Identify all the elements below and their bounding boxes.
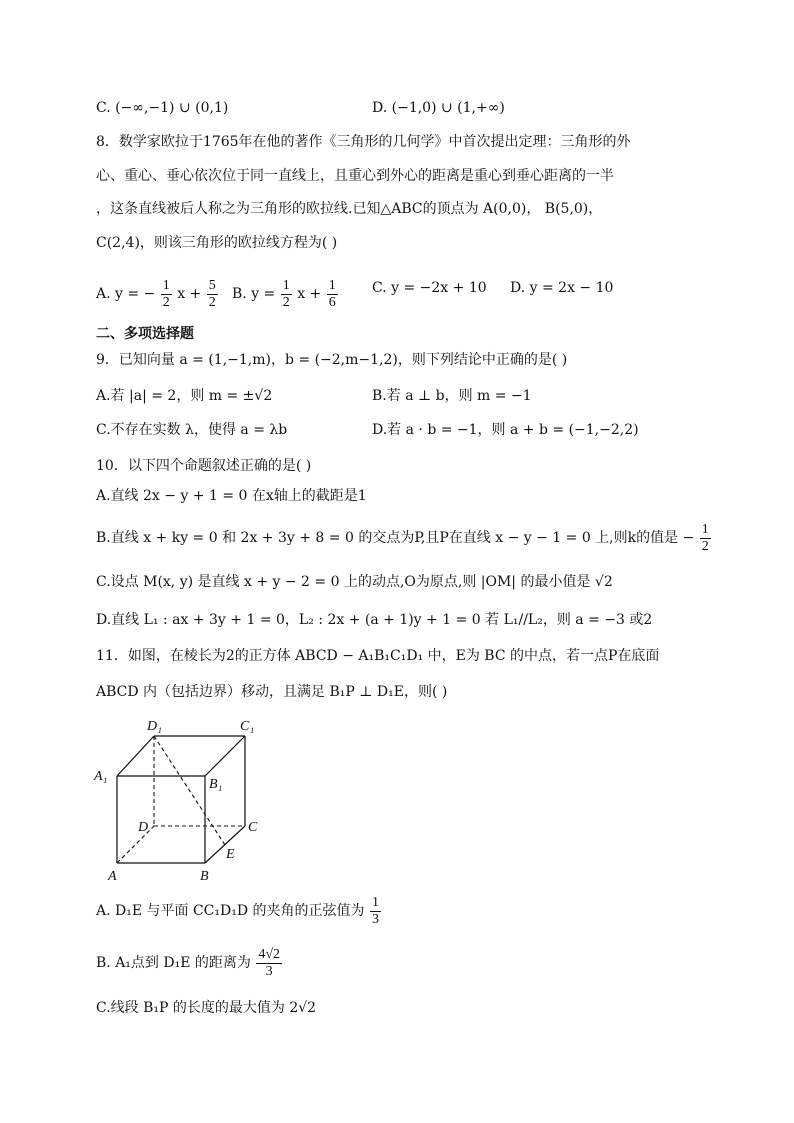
label-b1: B₁ <box>209 777 223 792</box>
q11-stem-line1: 11．如图，在棱长为2的正方体 ABCD − A₁B₁C₁D₁ 中，E为 BC 的中点，若一点P在底面 <box>96 648 660 664</box>
q9-option-c: C.不存在实数 λ，使得 a = λb <box>96 422 288 438</box>
q9-option-a: A.若 |a| = 2，则 m = ±√2 <box>96 388 273 404</box>
label-a: A <box>108 869 117 884</box>
q10-option-b: B.直线 x + ky = 0 和 2x + 3y + 8 = 0 的交点为P,且P在直线 x − y − 1 = 0 上,则k的值是 − $\frac{1}{2}$ <box>96 521 709 554</box>
q8-stem-line3: ，这条直线被后人称之为三角形的欧拉线.已知△ABC的顶点为 A(0,0)， B(5,0)， <box>96 201 603 217</box>
q10-option-a: A.直线 2x − y + 1 = 0 在x轴上的截距是1 <box>96 488 367 504</box>
q11-option-a: A. D₁E 与平面 CC₁D₁D 的夹角的正弦值为 $\frac{1}{3}$ <box>96 894 379 927</box>
q8-option-d: D. y = 2x − 10 <box>510 280 614 296</box>
q11-option-b: B. A₁点到 D₁E 的距离为 $\frac{4√2}{3}$ <box>96 946 281 979</box>
q9-option-d: D.若 a · b = −1，则 a + b = (−1,−2,2) <box>372 422 639 438</box>
label-c: C <box>248 820 258 835</box>
q9-option-b: B.若 a ⊥ b，则 m = −1 <box>372 388 532 404</box>
q7-option-d: D. (−1,0) ∪ (1,+∞) <box>372 100 505 116</box>
q10-stem: 10．以下四个命题叙述正确的是( ) <box>96 458 312 474</box>
q10-option-c: C.设点 M(x, y) 是直线 x + y − 2 = 0 上的动点,O为原点,则 |OM| 的最小值是 √2 <box>96 574 613 590</box>
label-a1: A₁ <box>94 769 108 784</box>
label-e: E <box>226 847 235 862</box>
section-heading-multi-choice: 二、多项选择题 <box>96 326 194 342</box>
q10-option-d: D.直线 L₁ : ax + 3y + 1 = 0，L₂ : 2x + (a + 1)y + 1 = 0 若 L₁//L₂，则 a = −3 或2 <box>96 612 653 628</box>
q8-option-a: A. y = − $\frac{1}{2}$ x + $\frac{5}{2}$ <box>96 277 216 310</box>
label-d1: D₁ <box>147 719 162 734</box>
label-c1: C₁ <box>240 719 255 734</box>
edge-a1d1 <box>117 736 154 776</box>
q11-option-c: C.线段 B₁P 的长度的最大值为 2√2 <box>96 1000 317 1016</box>
q8-options <box>96 276 219 312</box>
cube-figure <box>90 708 280 890</box>
label-d: D <box>138 820 149 835</box>
q8-option-c: C. y = −2x + 10 <box>372 280 487 296</box>
q7-option-c: C. (−∞,−1) ∪ (0,1) <box>96 100 229 116</box>
q8-stem-line1: 8．数学家欧拉于1765年在他的著作《三角形的几何学》中首次提出定理：三角形的外 <box>96 134 631 150</box>
q11-stem-line2: ABCD 内（包括边界）移动，且满足 B₁P ⊥ D₁E，则( ) <box>96 684 448 700</box>
q8-stem-line4: C(2,4)，则该三角形的欧拉线方程为( ) <box>96 235 338 251</box>
q9-stem: 9．已知向量 a = (1,−1,m)，b = (−2,m−1,2)，则下列结论中正确的是( ) <box>96 352 568 368</box>
q8-stem-line2: 心、重心、垂心依次位于同一直线上，且重心到外心的距离是重心到垂心距离的一半 <box>96 168 614 184</box>
label-b: B <box>200 869 209 884</box>
edge-ad-hidden <box>117 826 154 863</box>
edge-b1c1 <box>205 736 245 776</box>
q8-option-b: B. y = $\frac{1}{2}$ x + $\frac{1}{6}$ <box>232 277 336 310</box>
